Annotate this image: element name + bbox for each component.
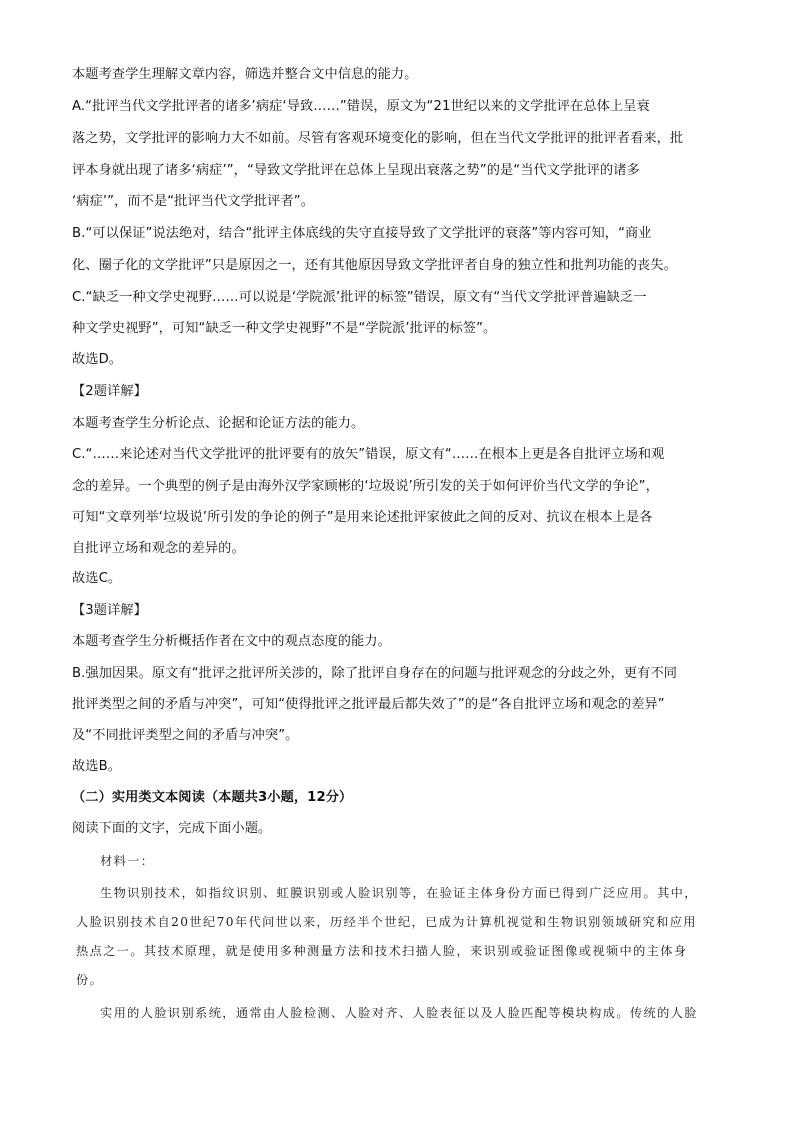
text-line: 化、圈子化的文学批评”只是原因之一，还有其他原因导致文学批评者自身的独立性和批判功能的丧失。 bbox=[72, 258, 677, 273]
question-heading: 【3题详解】 bbox=[72, 603, 147, 618]
answer-line: 故选D。 bbox=[72, 352, 123, 367]
material-line: 份。 bbox=[76, 973, 104, 987]
text-line: 评本身就出现了诸多‘病症’”，“导致文学批评在总体上呈现出衰落之势”的是“当代文学批评的诸多 bbox=[72, 163, 640, 178]
question-heading: 【2题详解】 bbox=[72, 384, 147, 399]
text-line: ‘病症’”，而不是“批评当代文学批评者”。 bbox=[72, 194, 314, 209]
answer-line: 故选C。 bbox=[72, 571, 122, 586]
text-line: 本题考查学生分析论点、论据和论证方法的能力。 bbox=[72, 416, 365, 431]
material-line: 生物识别技术，如指纹识别、虹膜识别或人脸识别等，在验证主体身份方面已得到广泛应用。其中， bbox=[100, 886, 698, 900]
text-line: 落之势，文学批评的影响力大不如前。尽管有客观环境变化的影响，但在当代文学批评的批评者看来，批 bbox=[72, 131, 684, 146]
text-line: C.“……来论述对当代文学批评的批评要有的放矢”错误，原文有“……在根本上更是各自批评立场和观 bbox=[72, 447, 665, 462]
text-line: B.强加因果。原文有“批评之批评所关涉的，除了批评自身存在的问题与批评观念的分歧之外，更有不同 bbox=[72, 666, 678, 681]
text-line: 本题考查学生理解文章内容，筛选并整合文中信息的能力。 bbox=[72, 67, 418, 82]
section-heading: （二）实用类文本阅读（本题共3小题，12分） bbox=[72, 790, 353, 805]
material-line: 实用的人脸识别系统，通常由人脸检测、人脸对齐、人脸表征以及人脸匹配等模块构成。传统的人脸 bbox=[100, 1006, 698, 1020]
instruction-line: 阅读下面的文字，完成下面小题。 bbox=[72, 821, 272, 836]
text-line: 可知“文章列举‘垃圾说’所引发的争论的例子”是用来论述批评家彼此之间的反对、抗议在根本上是各 bbox=[72, 510, 653, 525]
material-line: 热点之一。其技术原理，就是使用多种测量方法和技术扫描人脸，来识别或验证图像或视频中的主体身 bbox=[76, 944, 688, 958]
material-label: 材料一： bbox=[100, 854, 155, 868]
text-line: B.“可以保证”说法绝对，结合“批评主体底线的失守直接导致了文学批评的衰落”等内容可知，“商业 bbox=[72, 226, 652, 241]
text-line: 念的差异。一个典型的例子是由海外汉学家顾彬的‘垃圾说’所引发的关于如何评价当代文学的争论”， bbox=[72, 479, 659, 494]
text-line: C.“缺乏一种文学史视野……可以说是‘学院派’批评的标签”错误，原文有“当代文学批评普遍缺乏一 bbox=[72, 290, 647, 305]
text-line: A.“批评当代文学批评者的诸多’病症‘导致……”错误，原文为“21世纪以来的文学批评在总体上呈衰 bbox=[72, 99, 650, 114]
text-line: 自批评立场和观念的差异的。 bbox=[72, 541, 245, 556]
material-line: 人脸识别技术自20世纪70年代问世以来，历经半个世纪，已成为计算机视觉和生物识别领域研究和应用 bbox=[76, 915, 697, 929]
text-line: 批评类型之间的矛盾与冲突”，可知“使得批评之批评最后都失效了”的是“各自批评立场和观念的差异” bbox=[72, 697, 665, 712]
text-line: 及“不同批评类型之间的矛盾与冲突”。 bbox=[72, 728, 299, 743]
text-line: 种文学史视野”，可知“缺乏一种文学史视野”不是“学院派’批评的标签”。 bbox=[72, 321, 497, 336]
text-line: 本题考查学生分析概括作者在文中的观点态度的能力。 bbox=[72, 634, 391, 649]
answer-line: 故选B。 bbox=[72, 759, 122, 774]
